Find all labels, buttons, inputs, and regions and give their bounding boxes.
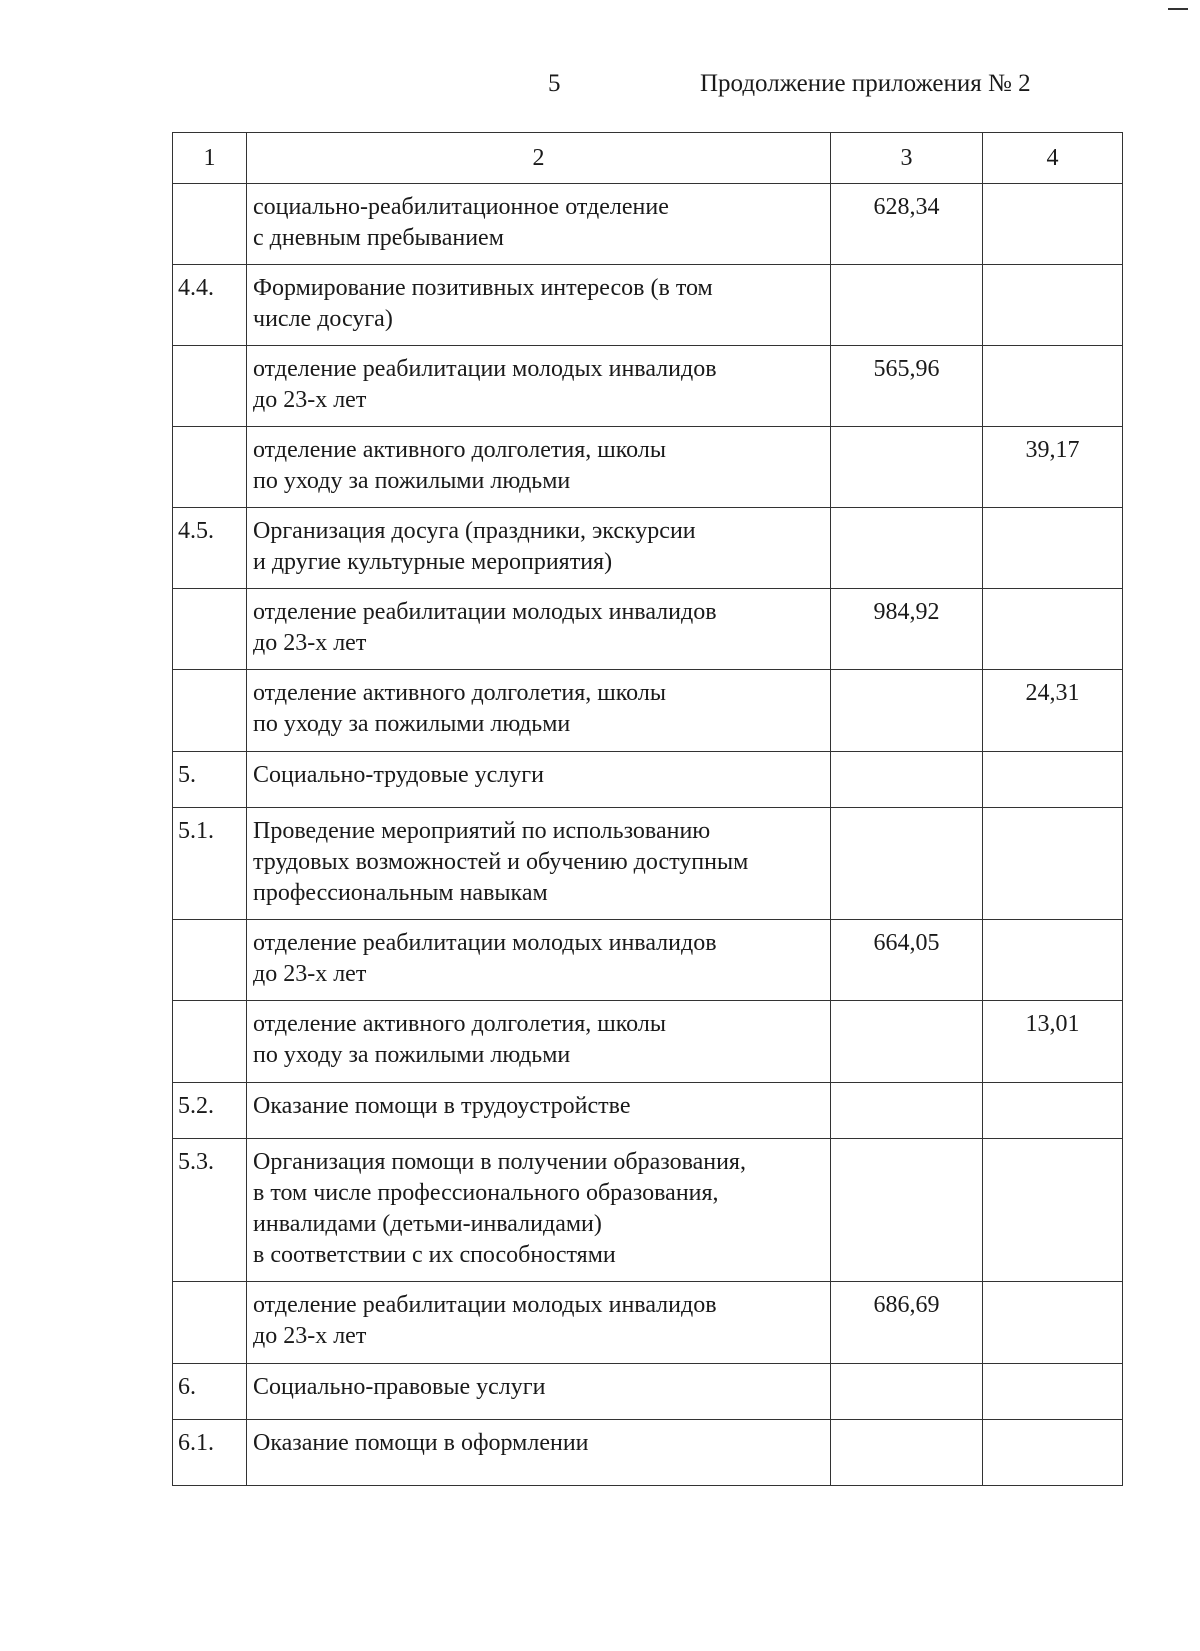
row-value-col3-cell: [831, 1001, 983, 1083]
row-value-col4-cell: [983, 184, 1123, 265]
table-row: [173, 670, 1123, 752]
row-value-col3-cell: [831, 670, 983, 752]
row-number-cell: [173, 589, 247, 670]
row-value-col3-cell: [831, 1420, 983, 1486]
column-header-1: 1: [173, 133, 247, 184]
row-description-text: отделение реабилитации молодых инвалидов до 23-х лет: [253, 356, 717, 413]
row-number-cell: [173, 427, 247, 508]
row-description-cell: [247, 184, 831, 265]
row-value-col4-cell: [983, 1420, 1123, 1486]
row-value-col4-text: 39,17: [1025, 437, 1080, 463]
row-value-col3-cell: [831, 184, 983, 265]
row-description-cell: [247, 265, 831, 346]
scan-corner-mark: [1168, 8, 1188, 10]
row-description-cell: [247, 1282, 831, 1364]
row-number-text: 5.: [178, 762, 196, 788]
row-description-cell: [247, 808, 831, 920]
row-value-col4-text: 24,31: [1025, 680, 1080, 706]
row-value-col4-cell: [983, 1282, 1123, 1364]
table-row: [173, 346, 1123, 427]
row-number-cell: [173, 752, 247, 808]
row-value-col4-cell: [983, 920, 1123, 1001]
row-description-cell: [247, 752, 831, 808]
row-description-cell: [247, 589, 831, 670]
row-value-col4-cell: [983, 1001, 1123, 1083]
row-number-text: 6.: [178, 1374, 196, 1400]
table-row: [173, 1083, 1123, 1139]
row-number-cell: [173, 920, 247, 1001]
row-number-cell: [173, 1420, 247, 1486]
row-value-col4-cell: [983, 265, 1123, 346]
row-number-text: 5.1.: [178, 818, 214, 844]
row-description-text: Социально-трудовые услуги: [253, 762, 544, 788]
row-value-col4-cell: [983, 808, 1123, 920]
row-number-text: 5.2.: [178, 1093, 214, 1119]
table-row: [173, 752, 1123, 808]
table-row: [173, 184, 1123, 265]
table-header-row: [173, 133, 1123, 184]
row-number-cell: [173, 1282, 247, 1364]
table-row: [173, 1420, 1123, 1486]
row-value-col3-cell: [831, 1139, 983, 1282]
row-value-col4-cell: [983, 1139, 1123, 1282]
row-number-text: 6.1.: [178, 1430, 214, 1456]
row-number-cell: [173, 346, 247, 427]
row-value-col4-cell: [983, 346, 1123, 427]
appendix-continuation-heading: Продолжение приложения № 2: [700, 70, 1031, 97]
table-row: [173, 1364, 1123, 1420]
row-number-cell: [173, 1139, 247, 1282]
row-description-cell: [247, 346, 831, 427]
row-description-text: Организация досуга (праздники, экскурсии и другие культурные мероприятия): [253, 518, 696, 575]
row-number-cell: [173, 670, 247, 752]
row-description-text: отделение реабилитации молодых инвалидов до 23-х лет: [253, 1292, 717, 1349]
row-description-cell: [247, 427, 831, 508]
row-value-col3-cell: [831, 1364, 983, 1420]
row-description-cell: [247, 1420, 831, 1486]
row-description-text: социально-реабилитационное отделение с дневным пребыванием: [253, 194, 669, 251]
row-number-cell: [173, 1001, 247, 1083]
row-value-col4-cell: [983, 670, 1123, 752]
page-number: 5: [548, 70, 561, 97]
row-description-cell: [247, 1139, 831, 1282]
row-value-col3-cell: [831, 589, 983, 670]
row-value-col3-cell: [831, 808, 983, 920]
row-description-text: отделение активного долголетия, школы по уходу за пожилыми людьми: [253, 680, 666, 737]
row-description-cell: [247, 670, 831, 752]
row-description-cell: [247, 508, 831, 589]
row-value-col3-cell: [831, 752, 983, 808]
row-value-col4-cell: [983, 427, 1123, 508]
table-row: [173, 920, 1123, 1001]
table-row: [173, 1139, 1123, 1282]
row-description-text: отделение активного долголетия, школы по уходу за пожилыми людьми: [253, 1011, 666, 1068]
row-value-col4-cell: [983, 589, 1123, 670]
table-row: [173, 508, 1123, 589]
row-value-col3-text: 686,69: [873, 1292, 940, 1318]
row-description-cell: [247, 1364, 831, 1420]
row-number-cell: [173, 808, 247, 920]
row-value-col3-cell: [831, 508, 983, 589]
row-description-text: отделение реабилитации молодых инвалидов до 23-х лет: [253, 930, 717, 987]
row-value-col3-cell: [831, 427, 983, 508]
table-row: [173, 589, 1123, 670]
row-value-col4-text: 13,01: [1025, 1011, 1080, 1037]
row-number-text: 4.4.: [178, 275, 214, 301]
row-description-text: Организация помощи в получении образования, в том числе профессионального образования, инвалидами (детьми-инвалидами) в соответствии с их способностями: [253, 1149, 746, 1268]
table-body: [173, 184, 1123, 1486]
row-description-cell: [247, 1001, 831, 1083]
row-value-col3-cell: [831, 1282, 983, 1364]
row-number-cell: [173, 1364, 247, 1420]
row-value-col3-cell: [831, 265, 983, 346]
column-header-4: 4: [983, 133, 1123, 184]
column-header-2: 2: [247, 133, 831, 184]
row-description-text: отделение активного долголетия, школы по уходу за пожилыми людьми: [253, 437, 666, 494]
row-number-text: 5.3.: [178, 1149, 214, 1175]
row-description-text: Формирование позитивных интересов (в том числе досуга): [253, 275, 713, 332]
row-value-col3-text: 565,96: [873, 356, 940, 382]
row-value-col4-cell: [983, 508, 1123, 589]
row-number-cell: [173, 265, 247, 346]
row-description-cell: [247, 1083, 831, 1139]
row-description-text: Проведение мероприятий по использованию трудовых возможностей и обучению доступным профессиональным навыкам: [253, 818, 749, 906]
row-number-cell: [173, 184, 247, 265]
row-number-cell: [173, 508, 247, 589]
row-value-col3-text: 628,34: [873, 194, 940, 220]
row-value-col3-cell: [831, 920, 983, 1001]
row-value-col3-cell: [831, 346, 983, 427]
table-row: [173, 1001, 1123, 1083]
row-number-cell: [173, 1083, 247, 1139]
column-header-3: 3: [831, 133, 983, 184]
table-row: [173, 808, 1123, 920]
row-description-text: отделение реабилитации молодых инвалидов до 23-х лет: [253, 599, 717, 656]
table-row: [173, 1282, 1123, 1364]
row-value-col4-cell: [983, 1364, 1123, 1420]
table-row: [173, 427, 1123, 508]
row-description-cell: [247, 920, 831, 1001]
services-table-container: [172, 132, 1122, 1486]
row-description-text: Социально-правовые услуги: [253, 1374, 546, 1400]
services-table: [172, 132, 1123, 1486]
row-value-col3-text: 984,92: [873, 599, 940, 625]
row-value-col4-cell: [983, 1083, 1123, 1139]
row-description-text: Оказание помощи в оформлении: [253, 1430, 589, 1456]
row-number-text: 4.5.: [178, 518, 214, 544]
table-row: [173, 265, 1123, 346]
row-value-col3-cell: [831, 1083, 983, 1139]
row-value-col4-cell: [983, 752, 1123, 808]
row-description-text: Оказание помощи в трудоустройстве: [253, 1093, 631, 1119]
row-value-col3-text: 664,05: [873, 930, 940, 956]
